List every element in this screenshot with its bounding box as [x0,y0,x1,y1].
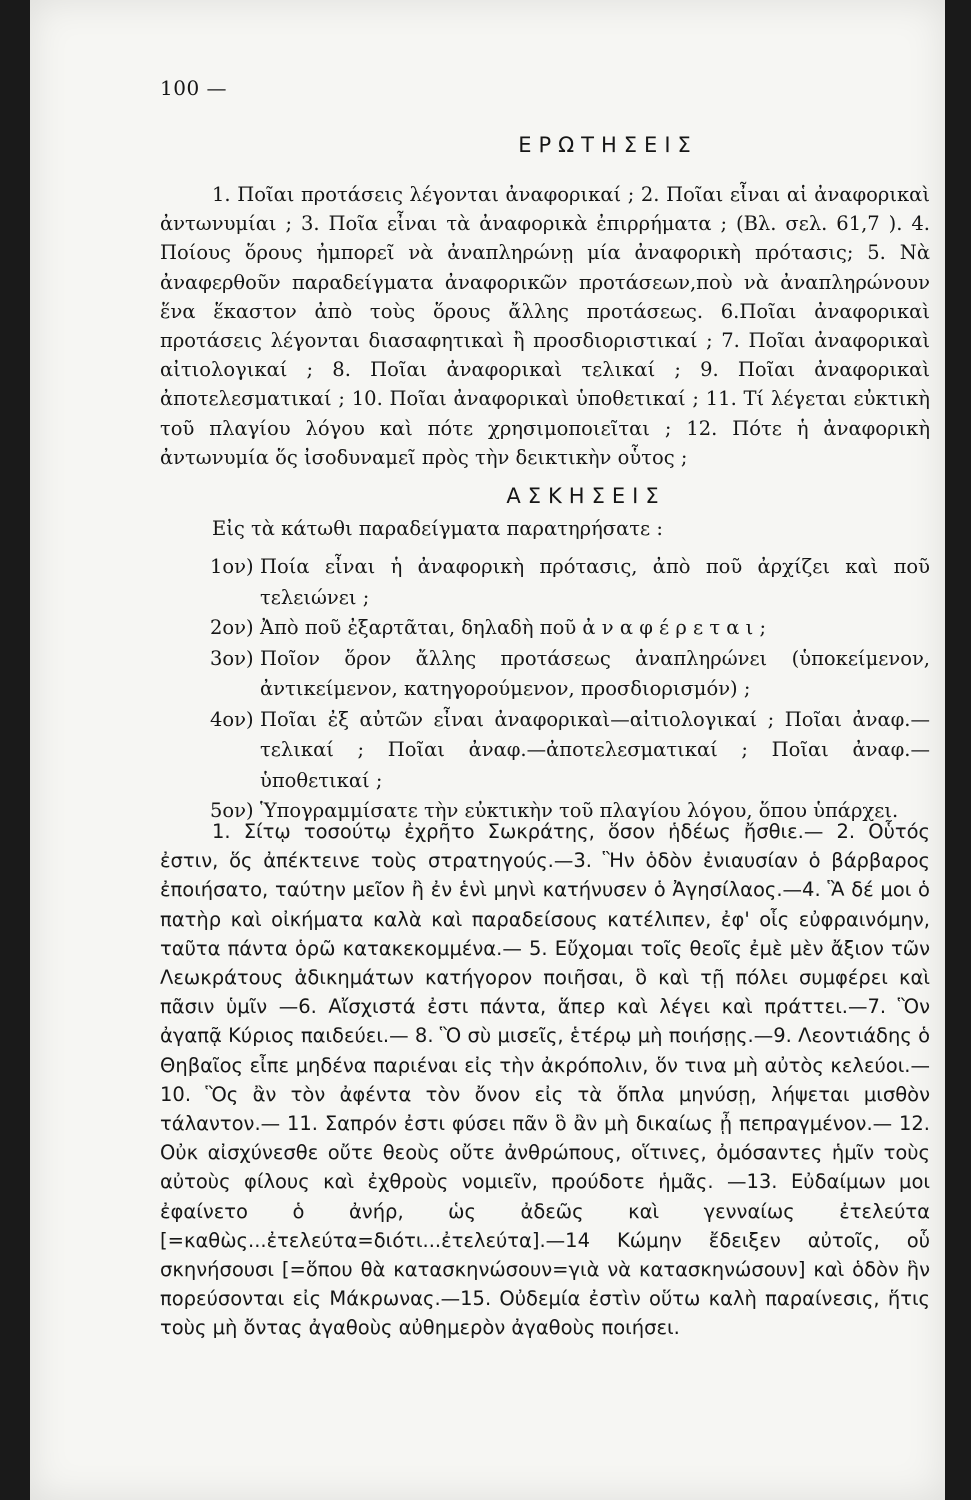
book-page [30,0,945,1500]
exercise-item-text: Ἀπὸ ποῦ ἐξαρτᾶται, δηλαδὴ ποῦ ἀ ν α φ έ ρ ε τ α ι ; [260,616,767,639]
questions-paragraph: 1. Ποῖαι προτάσεις λέγονται ἀναφορικαί ; 2. Ποῖαι εἶναι αἱ ἀναφορικαὶ ἀντωνυμίαι ; 3. Ποῖα εἶναι τὰ ἀναφορικὰ ἐπιρρήματα ; (Βλ. σελ. 61,7 ). 4. Ποίους ὅρους ἠμπορεῖ νὰ ἀναπληρώνῃ μία ἀναφορικὴ πρότασις; 5. Νὰ ἀναφερθοῦν παραδείγματα ἀναφορικῶν προτάσεων,ποὺ νὰ ἀναπληρώνουν ἕνα ἕκαστον ἀπὸ τοὺς ὅρους ἄλλης προτάσεως. 6.Ποῖαι ἀναφορικαὶ προτάσεις λέγονται διασαφητικαὶ ἢ προσδιοριστικαί ; 7. Ποῖαι ἀναφορικαὶ αἰτιολογικαί ; 8. Ποῖαι ἀναφορικαὶ τελικαί ; 9. Ποῖαι ἀναφορικαὶ ἀποτελεσματικαί ; 10. Ποῖαι ἀναφορικαὶ ὑποθετικαί ; 11. Τί λέγεται εὐκτικὴ τοῦ πλαγίου λόγου καὶ πότε χρησιμοποιεῖται ; 12. Πότε ἡ ἀναφορικὴ ἀντωνυμία ὅς ἰσοδυναμεῖ πρὸς τὴν δεικτικὴν οὗτος ; [160,183,930,469]
exercise-list [160,552,930,827]
exercise-item-number: 1ον) [210,555,254,578]
exercise-item [160,613,930,644]
page-number: 100 — [160,76,228,100]
exercise-item-text: Ποία εἶναι ἡ ἀναφορικὴ πρότασις, ἀπὸ ποῦ ἀρχίζει καὶ ποῦ τελειώνει ; [260,555,930,609]
exercise-item-number: 5ον) [210,799,254,822]
exercise-item-number: 4ον) [210,707,254,731]
exercise-item [160,552,930,613]
questions-heading: ΕΡΩΤΗΣΕΙΣ [518,133,698,157]
exercise-item [160,644,930,705]
exercises-heading: ΑΣΚΗΣΕΙΣ [506,484,666,508]
exercise-item-number: 3ον) [210,646,254,670]
exercise-item-number: 2ον) [210,616,254,639]
exercise-sentences-paragraph: 1. Σίτῳ τοσούτῳ ἐχρῆτο Σωκράτης, ὅσον ἡδέως ἤσθιε.— 2. Οὗτός ἐστιν, ὅς ἀπέκτεινε τοὺς στρατηγούς.—3. Ἣν ὁδὸν ἐνιαυσίαν ὁ βάρβαρος ἐποιήσατο, ταύτην μεῖον ἢ ἐν ἑνὶ μηνὶ κατήνυσεν ὁ Ἀγησίλαος.—4. Ἃ δέ μοι ὁ πατὴρ καὶ οἰκήματα καλὰ καὶ παραδείσους κατέλιπεν, ἐφ' οἷς εὐφραινόμην, ταῦτα πάντα ὁρῶ κατακεκομμένα.— 5. Εὔχομαι τοῖς θεοῖς ἐμὲ μὲν ἄξιον τῶν Λεωκράτους ἀδικημάτων κατήγορον ποιῆσαι, ὃ καὶ τῇ πόλει συμφέρει καὶ πᾶσιν ὑμῖν —6. Αἴσχιστά ἐστι πάντα, ἅπερ καὶ λέγει καὶ πράττει.—7. Ὃν ἀγαπᾷ Κύριος παιδεύει.— 8. Ὃ σὺ μισεῖς, ἑτέρῳ μὴ ποιήσῃς.—9. Λεοντιάδης ὁ Θηβαῖος εἶπε μηδένα παριέναι εἰς τὴν ἀκρόπολιν, ὅν τινα μὴ αὐτὸς κελεύοι.—10. Ὃς ἂν τὸν ἀφέντα τὸν ὄνον εἰς τὰ ὅπλα μηνύσῃ, λήψεται μισθὸν τάλαντον.— 11. Σαπρόν ἐστι φύσει πᾶν ὃ ἂν μὴ δικαίως ᾖ πεπραγμένον.— 12. Οὐκ αἰσχύνεσθε οὔτε θεοὺς οὔτε ἀνθρώπους, οἵτινες, ὀμόσαντες ἡμῖν τοὺς αὐτοὺς φίλους καὶ ἐχθροὺς νομιεῖν, προύδοτε ἡμᾶς. —13. Εὐδαίμων μοι ἐφαίνετο ὁ ἀνήρ, ὡς ἀδεῶς καὶ γενναίως ἐτελεύτα [=καθὼς...ἐτελεύτα=διότι...ἐτελεύτα].—14 Κώμην ἔδειξεν αὐτοῖς, οὗ σκηνήσουσι [=ὅπου θὰ κατασκηνώσουν=γιὰ νὰ κατασκηνώσουν] καὶ ὁδὸν ἣν πορεύσονται εἰς Μάκρωνας.—15. Οὐδεμία ἐστὶν οὕτω καλὴ παραίνεσις, ἥτις τοὺς μὴ ὄντας ἀγαθοὺς αὐθημερὸν ἀγαθοὺς ποιήσει. [160,820,930,1340]
exercise-item-text: Ποῖον ὅρον ἄλλης προτάσεως ἀναπληρώνει (ὑποκείμενον, ἀντικείμενον, κατηγορούμενον, προσδιορισμόν) ; [260,646,930,700]
exercise-item-text: Ὑπογραμμίσατε τὴν εὐκτικὴν τοῦ πλαγίου λόγου, ὅπου ὑπάρχει. [260,799,899,822]
exercise-item-text: Ποῖαι ἐξ αὐτῶν εἶναι ἀναφορικαὶ—αἰτιολογικαί ; Ποῖαι ἀναφ.—τελικαί ; Ποῖαι ἀναφ.—ἀποτελεσματικαί ; Ποῖαι ἀναφ.—ὑποθετικαί ; [260,707,930,792]
exercise-instruction: Εἰς τὰ κάτωθι παραδείγματα παρατηρήσατε : [212,517,663,540]
exercise-item [160,705,930,797]
